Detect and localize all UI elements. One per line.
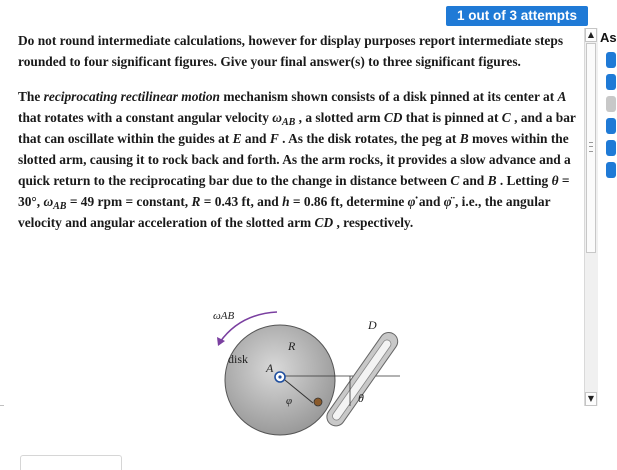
R-label: R <box>288 339 296 353</box>
side-panel-label: As <box>600 30 617 45</box>
mechanism-diagram <box>200 300 400 406</box>
divider <box>0 405 4 406</box>
side-tab-6[interactable] <box>606 162 616 178</box>
attempts-badge: 1 out of 3 attempts <box>446 6 588 26</box>
omega-ab-label: ωAB <box>213 310 235 322</box>
A-label: A <box>266 361 274 375</box>
mechanism-figure <box>200 300 400 406</box>
theta-label: θ <box>358 391 364 405</box>
disk-label: disk <box>228 352 249 366</box>
grip-icon <box>589 142 593 152</box>
scroll-up-button[interactable]: ▲ <box>585 28 597 42</box>
problem-statement: The reciprocating rectilinear motion mechanism shown consists of a disk pinned at its center at A that rotates with a constant angular velocity $\omega_{AB}$ , a slotted arm CD that is pinned at C , and a bar that can oscillate within the guides at E and F . As the disk rotates, the peg at B moves within the slotted arm, causing it to rock back and forth. As the arm rocks, it provides a slow advance and a quick return to the reciprocating bar due to the change in distance between C and B . Letting θ = 30°, $\omega_{AB} = 49$ rpm = constant, R = 0.43 ft, and h = 0.86 ft, determine φ̇ and φ̈ , i.e., the angular velocity and angular acceleration of the slotted arm CD , respectively. <box>18 89 576 230</box>
side-tab-1[interactable] <box>606 52 616 68</box>
phi-label: φ <box>286 395 293 407</box>
side-tab-4[interactable] <box>606 118 616 134</box>
D-label: D <box>368 318 377 332</box>
scroll-thumb[interactable] <box>586 43 596 253</box>
answer-panel-tab[interactable] <box>20 455 122 470</box>
side-tab-5[interactable] <box>606 140 616 156</box>
rotation-arrowhead <box>217 337 225 346</box>
content-scrollbar[interactable] <box>584 28 598 406</box>
side-tab-3[interactable] <box>606 96 616 112</box>
scroll-down-button[interactable]: ▼ <box>585 392 597 406</box>
side-tab-2[interactable] <box>606 74 616 90</box>
rounding-note: Do not round intermediate calculations, however for display purposes report intermediate steps rounded to four significant figures. Give your final answer(s) to three significant figures. <box>18 33 564 69</box>
peg-B-icon <box>314 398 322 406</box>
